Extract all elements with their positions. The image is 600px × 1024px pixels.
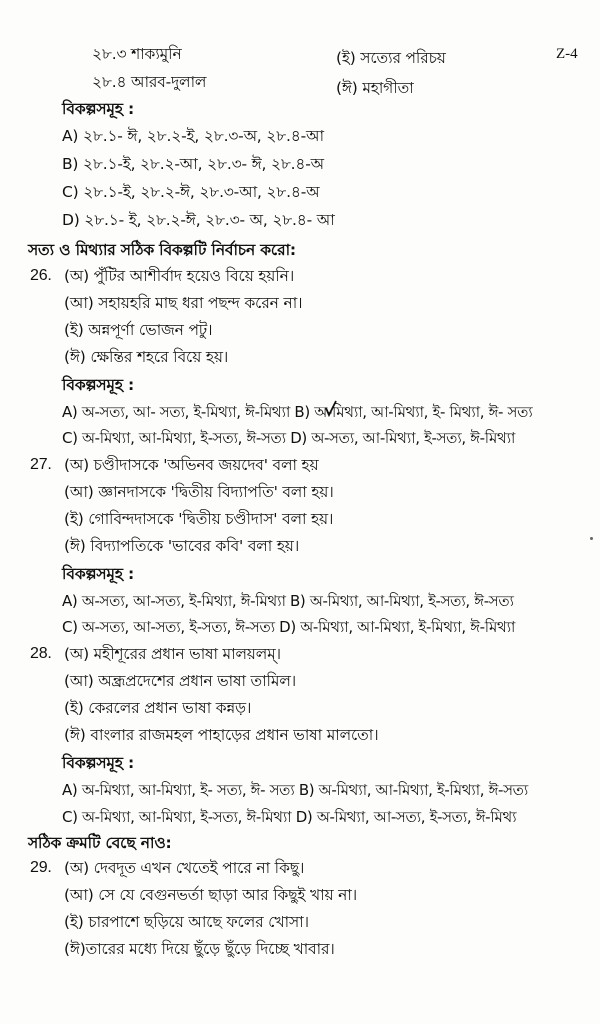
statement: (অ) চণ্ডীদাসকে 'অভিনব জয়দেব' বলা হয় — [64, 456, 319, 474]
option-line: A) অ-মিথ্যা, আ-মিথ্যা, ই- সত্য, ঈ- সত্য B) অ-মিথ্যা, আ-মিথ্যা, ই-মিথ্যা, ঈ-সত্য — [62, 781, 528, 799]
statement: (অ) পুঁটির আশীর্বাদ হয়েও বিয়ে হয়নি। — [64, 267, 295, 285]
match-left-item: ২৮.৪ আরব-দুলাল — [92, 73, 207, 91]
options-heading: বিকল্পসমূহ : — [62, 565, 134, 583]
page-code: Z-4 — [556, 46, 578, 62]
statement: (ই) গোবিন্দদাসকে 'দ্বিতীয় চণ্ডীদাস' বলা হয়। — [64, 510, 334, 528]
statement: (আ) অন্ধ্রপ্রদেশের প্রধান ভাষা তামিল। — [64, 672, 297, 690]
statement: (ই) কেরলের প্রধান ভাষা কন্নড়। — [64, 699, 252, 717]
statement: (ঈ) বিদ্যাপতিকে 'ভাবের কবি' বলা হয়। — [64, 537, 300, 555]
statement: (আ) জ্ঞানদাসকে 'দ্বিতীয় বিদ্যাপতি' বলা হয়। — [64, 483, 334, 501]
option-line: C) অ-মিথ্যা, আ-মিথ্যা, ই-সত্য, ঈ-মিথ্যা D) অ-মিথ্যা, আ-সত্য, ই-সত্য, ঈ-মিথ্য — [62, 808, 517, 826]
statement: (ঈ) বাংলার রাজমহল পাহাড়ের প্রধান ভাষা মালতো। — [64, 726, 379, 744]
section-heading: সঠিক ক্রমটি বেছে নাও: — [28, 834, 172, 852]
question-number: 28. — [30, 645, 52, 662]
question-number: 26. — [30, 267, 52, 284]
question-number: 29. — [30, 859, 52, 876]
option-item: C) ২৮.১-ই, ২৮.২-ঈ, ২৮.৩-আ, ২৮.৪-অ — [62, 183, 320, 201]
option-item: A) ২৮.১- ঈ, ২৮.২-ই, ২৮.৩-অ, ২৮.৪-আ — [62, 127, 324, 145]
statement: (অ) দেবদূত এখন খেতেই পারে না কিছু। — [64, 859, 305, 877]
match-right-item: (ঈ) মহাগীতা — [336, 79, 414, 97]
statement: (আ) সে যে বেগুনভর্তা ছাড়া আর কিছুই খায় না। — [64, 886, 358, 904]
options-heading: বিকল্পসমূহ : — [62, 100, 134, 118]
option-line: C) অ-মিথ্যা, আ-মিথ্যা, ই-সত্য, ঈ-সত্য D) অ-সত্য, আ-মিথ্যা, ই-সত্য, ঈ-মিথ্যা — [62, 429, 516, 447]
statement: (ঈ)তারের মধ্যে দিয়ে ছুঁড়ে ছুঁড়ে দিচ্ছে খাবার। — [64, 940, 335, 958]
statement: (ই) অন্নপূর্ণা ভোজন পটু। — [64, 321, 213, 339]
statement: (ই) চারপাশে ছড়িয়ে আছে ফলের খোসা। — [64, 913, 309, 931]
option-line: A) অ-সত্য, আ-সত্য, ই-মিথ্যা, ঈ-মিথ্যা B) অ-মিথ্যা, আ-মিথ্যা, ই-সত্য, ঈ-সত্য — [62, 592, 514, 610]
option-item: D) ২৮.১- ই, ২৮.২-ঈ, ২৮.৩- অ, ২৮.৪- আ — [62, 211, 335, 229]
section-heading: সত্য ও মিথ্যার সঠিক বিকল্পটি নির্বাচন করো: — [28, 241, 296, 259]
stray-dot — [590, 537, 593, 540]
pen-tick-mark-icon — [324, 399, 338, 417]
statement: (অ) মহীশূরের প্রধান ভাষা মালয়লম্। — [64, 645, 281, 663]
option-line: C) অ-সত্য, আ-সত্য, ই-সত্য, ঈ-সত্য D) অ-মিথ্যা, আ-মিথ্যা, ই-মিথ্যা, ঈ-মিথ্যা — [62, 618, 516, 636]
match-right-item: (ই) সত্যের পরিচয় — [336, 49, 446, 67]
question-number: 27. — [30, 456, 52, 473]
option-item: B) ২৮.১-ই, ২৮.২-আ, ২৮.৩- ঈ, ২৮.৪-অ — [62, 155, 324, 173]
match-left-item: ২৮.৩ শাক্যমুনি — [92, 45, 182, 63]
statement: (ঈ) ক্ষেন্তির শহরে বিয়ে হয়। — [64, 348, 229, 366]
options-heading: বিকল্পসমূহ : — [62, 376, 134, 394]
statement: (আ) সহায়হরি মাছ ধরা পছন্দ করেন না। — [64, 294, 303, 312]
options-heading: বিকল্পসমূহ : — [62, 754, 134, 772]
option-line: A) অ-সত্য, আ- সত্য, ই-মিথ্যা, ঈ-মিথ্যা B) অ-মিথ্যা, আ-মিথ্যা, ই- মিথ্যা, ঈ- সত্য — [62, 403, 533, 421]
